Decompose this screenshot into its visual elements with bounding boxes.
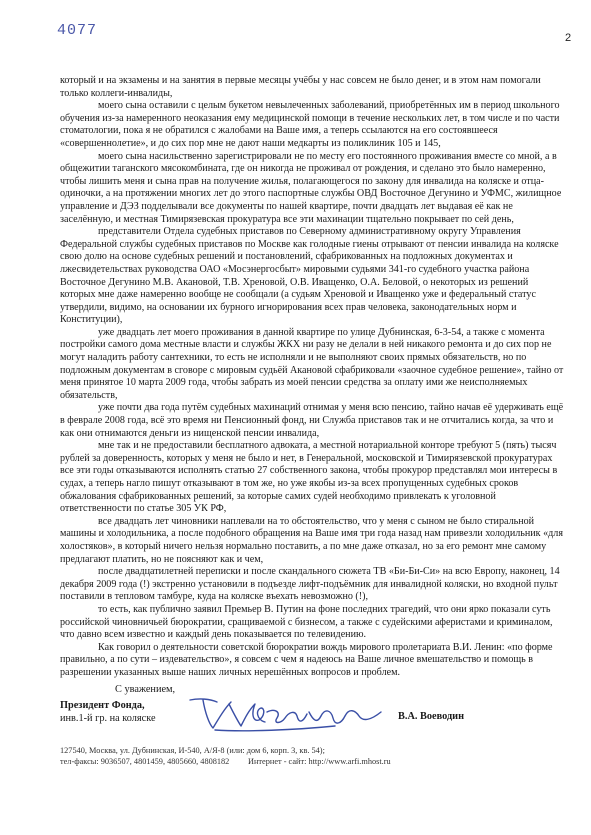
paragraph-8: все двадцать лет чиновники наплевали на то обстоятельство, что у меня с сыном не было стиральной машины и холодильника, а после подобного обращения на Ваше имя три года назад нам привезли холодильник «для холостяков», в который ничего нельзя нормально поставить, а по мне даже отказал, но за его ремонт мне самому предлагают платить, но не поясняют как и чем,: [60, 515, 563, 565]
footer-website: Интернет - сайт: http://www.arfi.mhost.ru: [248, 757, 391, 766]
paragraph-11: Как говорил о деятельности советской бюрократии вождь мирового пролетариата В.И. Ленин: «по форме правильно, а по сути – издевательство», я совсем с чем я надеюсь на Ваше личное вмешательство и помощь в разрешении указанных выше наших личных нерешённых вопросов и проблем.: [60, 641, 553, 678]
paragraph-1: который и на экзамены и на занятия в первые месяцы учёбы у нас совсем не было денег, и в этом нам помогали только коллеги-инвалиды,: [60, 75, 541, 99]
paragraph-3: моего сына насильственно зарегистрировали не по месту его постоянного проживания вместе со мной, а в общежитии таганского мясокомбината, где он никогда не проживал от рождения, и сделано это было намеренно, чтобы лишить меня и сына прав на получение жилья, полагающегося по закону для инвалида на коляске и отца-одиночки, а на протяжении многих лет до этого паспортные службы ОВД Восточное Дегунино и УФМС, жилищное управление и ДЭЗ подделывали все документы по нашей квартире, почти двадцать лет выдавая её как не заселённую, и местная Тимирязевская прокуратура все эти махинации тщательно покрывает по сей день,: [60, 150, 562, 225]
footer-address: 127540, Москва, ул. Дубнинская, И-540, А/Я-8 (или: дом 6, корп. 3, кв. 54);: [60, 746, 325, 755]
footer-phones: тел-факсы: 9036507, 4801459, 4805660, 4808182: [60, 757, 230, 766]
paragraph-9: после двадцатилетней переписки и после скандального сюжета ТВ «Би-Би-Си» на всю Европу, наконец, 14 декабря 2009 года (!) экстренно установили в подъезде лифт-подъёмник для инвалидной коляски, но входной пульт поставили в тепловом тамбуре, куда на коляске въехать невозможно (!),: [60, 566, 560, 603]
page-number: 2: [565, 32, 572, 44]
letterhead-footer: [60, 745, 565, 767]
signer-title: Президент Фонда,: [60, 700, 145, 711]
letter-body: [60, 75, 565, 680]
paragraph-7: мне так и не предоставили бесплатного адвоката, а местной нотариальной конторе требуют 5 (пять) тысяч рублей за доверенность, которых у меня не было и нет, в Генеральной, московской и Тимирязевской прокуратурах все эти годы отказываются исполнять статью 27 собственного закона, чтобы прокурор представлял мои интересы в судах, а теперь нагло пишут отказывают в том же, но уже якобы из-за всех пропущенных судебных сроков обжалования сфабрикованных решений, за которые самих судей необходимо привлекать к уголовной ответственности по статье 305 УК РФ,: [60, 440, 558, 515]
handwritten-signature: [185, 690, 385, 735]
signer-subtitle: инв.1-й гр. на коляске: [60, 713, 156, 724]
registration-stamp-number: 4077: [57, 22, 98, 39]
paragraph-4: представители Отдела судебных приставов по Северному административному округу Управления Федеральной службы судебных приставов по Москве как голодные гиены отрывают от пенсии инвалида на коляске свою долю на основе судебных решений и постановлений, сфабрикованных на подложных документах и лжесвидетельствах руководства ОАО «Мосэнергосбыт» мировыми судьями 341-го судебного участка района Восточное Дегунино М.В. Акановой, Т.В. Хреновой, О.В. Иващенко, О.А. Беловой, о некоторых из решений которых мне даже намеренно вообще не сообщали (а судьям Хреновой и Иващенко уже и федеральный статус утвердили, видимо, на основании их бурного игнорирования всех прав человека, законодательных норм и Конституции),: [60, 226, 559, 326]
paragraph-10: то есть, как публично заявил Премьер В. Путин на фоне последних трагедий, что они ярко показали суть российской чиновничьей бюрократии, сращиваемой с бизнесом, а также с судейскими аферистами и криминалом, что давно всем известно и каждый день показывается по телевидению.: [60, 603, 553, 641]
paragraph-2: моего сына оставили с целым букетом невылеченных заболеваний, приобретённых им в период школьного обучения из-за намеренного неоказания ему медицинской помощи в течение нескольких лет, в том числе и по части стоматологии, пока я не обратился с жалобами на Ваше имя, а теперь ссылаются на его состоявшееся «совершеннолетие», и до сих пор мне не дают наши медкарты из поликлиник 105 и 145,: [60, 100, 560, 149]
paragraph-5: уже двадцать лет моего проживания в данной квартире по улице Дубнинская, 6-3-54, а также с момента постройки самого дома местные власти и службы ЖКХ ни разу не делали в ней никакого ремонта и до сих пор не могут наладить работу сантехники, то есть не исполняли и не выполняют своих прямых обязательств, но по подложным документам в сговоре с мировым судьёй Акановой сфабриковали «заочное судебное решение», тайно от меня принятое 10 марта 2009 года, чтобы забрать из моей пенсии средства за оплату ими же неисполняемых обязательств,: [60, 326, 564, 401]
signer-title-block: [60, 699, 156, 725]
paragraph-6: уже почти два года путём судебных махинаций отнимая у меня всю пенсию, тайно начав её удерживать ещё в феврале 2008 года, всё это время ни Пенсионный фонд, ни Служба приставов так и не отчитались когда, за что и как они отнимаются деньги из нищенской пенсии инвалида,: [60, 402, 564, 439]
signer-name: В.А. Воеводин: [398, 711, 465, 722]
closing-respect: С уважением,: [115, 684, 176, 695]
